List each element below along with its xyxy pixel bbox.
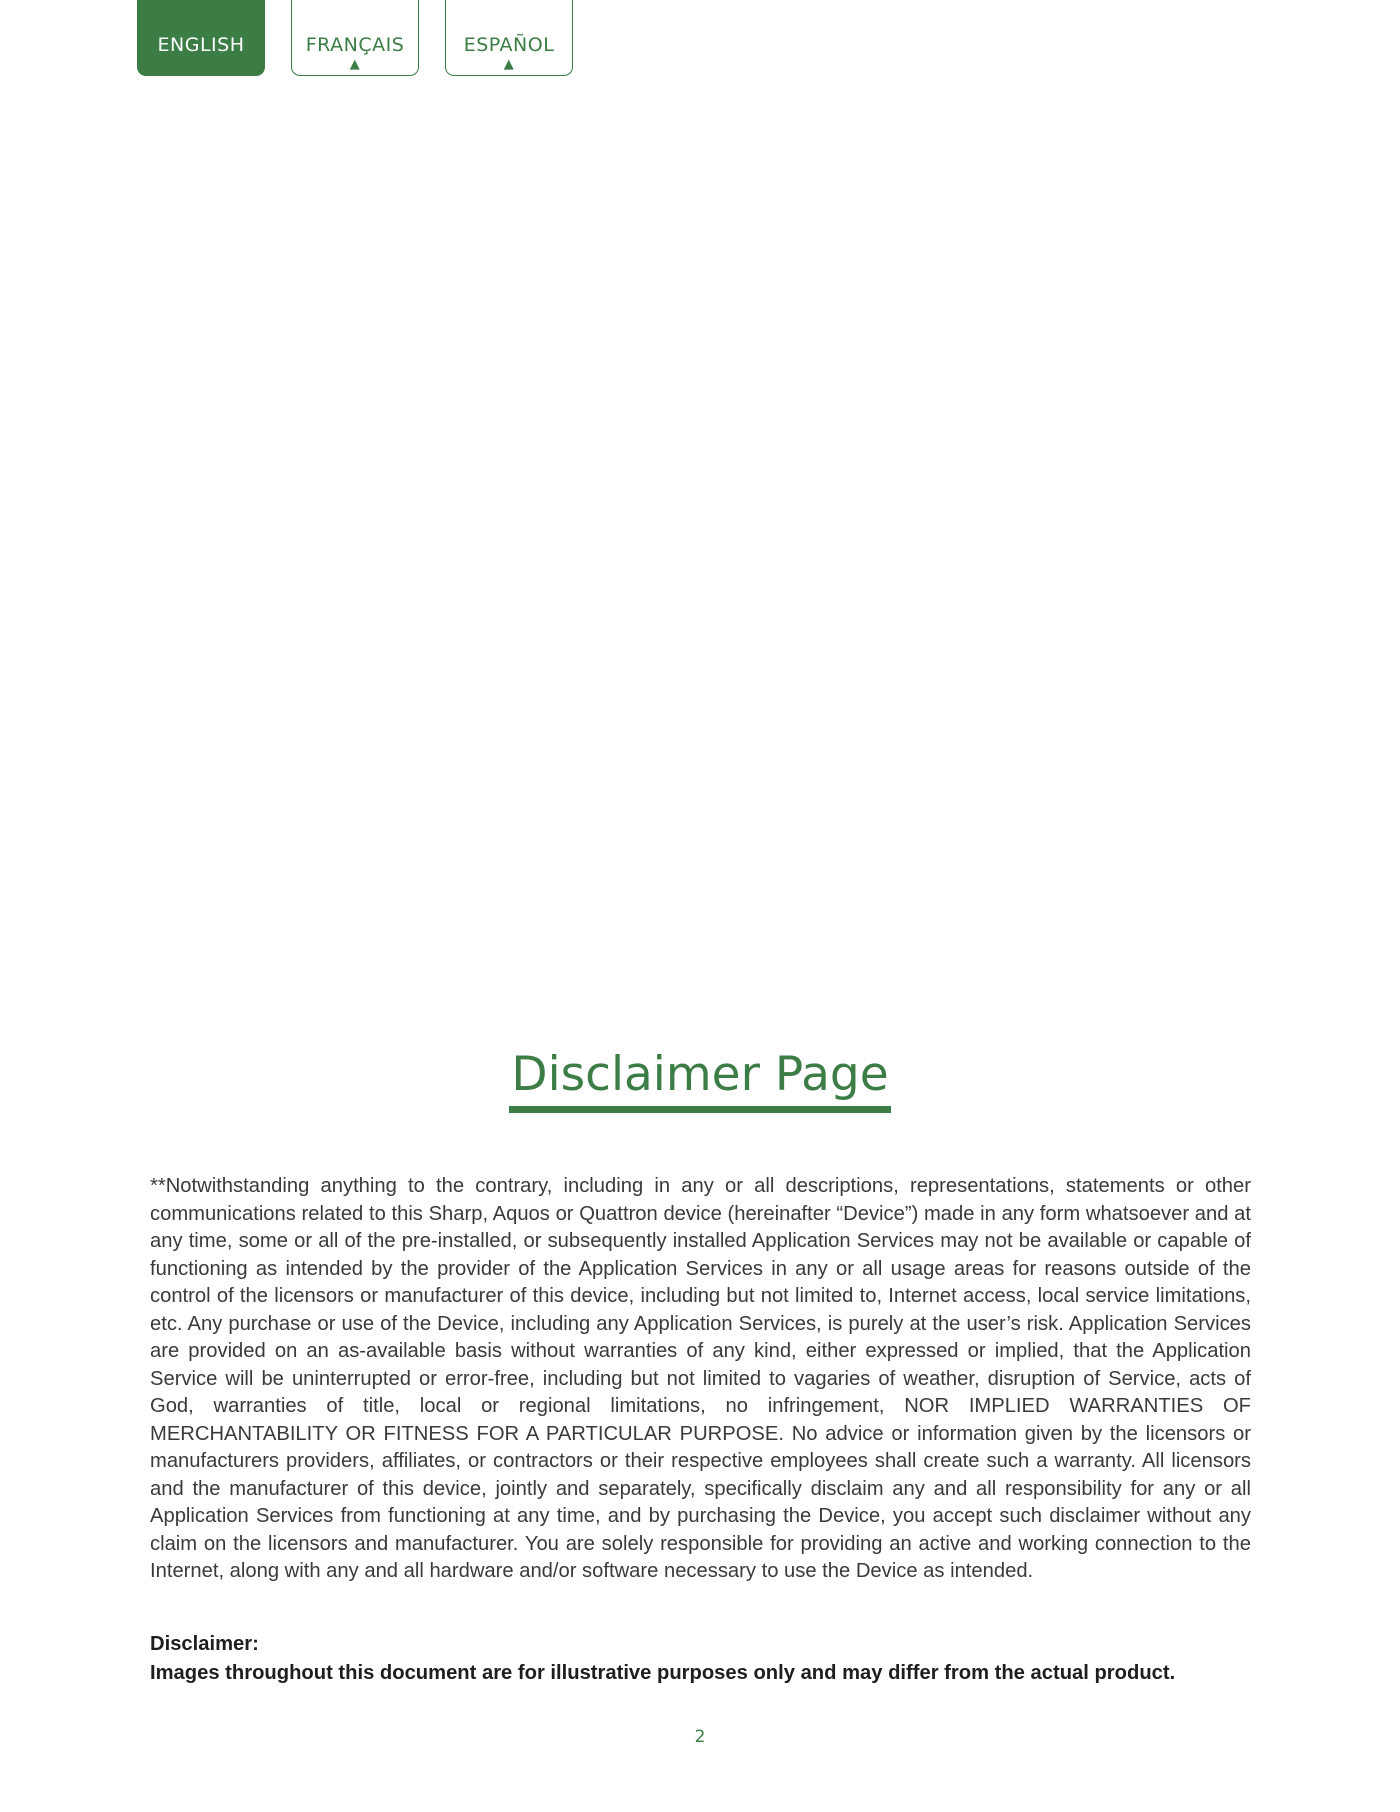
page-number: 2 <box>694 1727 706 1747</box>
page-title: Disclaimer Page <box>509 1048 890 1113</box>
up-arrow-icon: ▲ <box>349 57 361 72</box>
tab-english[interactable] <box>137 0 265 76</box>
tab-francais[interactable] <box>291 0 419 76</box>
tab-espanol-label: ESPAÑOL <box>463 34 555 56</box>
title-container <box>0 1048 1400 1113</box>
tab-francais-label: FRANÇAIS <box>305 34 405 56</box>
disclaimer-heading: Disclaimer: <box>150 1633 259 1655</box>
tab-espanol[interactable] <box>445 0 573 76</box>
disclaimer-text: Images throughout this document are for illustrative purposes only and may differ from the actual product. <box>150 1662 1176 1684</box>
up-arrow-icon: ▲ <box>503 57 515 72</box>
tab-english-label: ENGLISH <box>157 34 245 56</box>
disclaimer-note <box>150 1630 1270 1688</box>
disclaimer-body: **Notwithstanding anything to the contrary, including in any or all descriptions, representations, statements or other communications related to this Sharp, Aquos or Quattron device (hereinafter “Device”) made in any form whatsoever and at any time, some or all of the pre-installed, or subsequently installed Application Services may not be available or capable of functioning as intended by the provider of the Application Services in any or all usage areas for reasons outside of the control of the licensors or manufacturer of this device, including but not limited to, Internet access, local service limitations, etc. Any purchase or use of the Device, including any Application Services, is purely at the user’s risk. Application Services are provided on an as-available basis without warranties of any kind, either expressed or implied, that the Application Service will be uninterrupted or error-free, including but not limited to vagaries of weather, disruption of Service, acts of God, warranties of title, local or regional limitations, no infringement, NOR IMPLIED WARRANTIES OF MERCHANTABILITY OR FITNESS FOR A PARTICULAR PURPOSE. No advice or information given by the licensors or manufacturers providers, affiliates, or contractors or their respective employees shall create such a warranty. All licensors and the manufacturer of this device, jointly and separately, specifically disclaim any and all responsibility for any or all Application Services from functioning at any time, and by purchasing the Device, you accept such disclaimer without any claim on the licensors and manufacturer. You are solely responsible for providing an active and working connection to the Internet, along with any and all hardware and/or software necessary to use the Device as intended. <box>150 1175 1251 1582</box>
language-tabs <box>137 0 573 76</box>
